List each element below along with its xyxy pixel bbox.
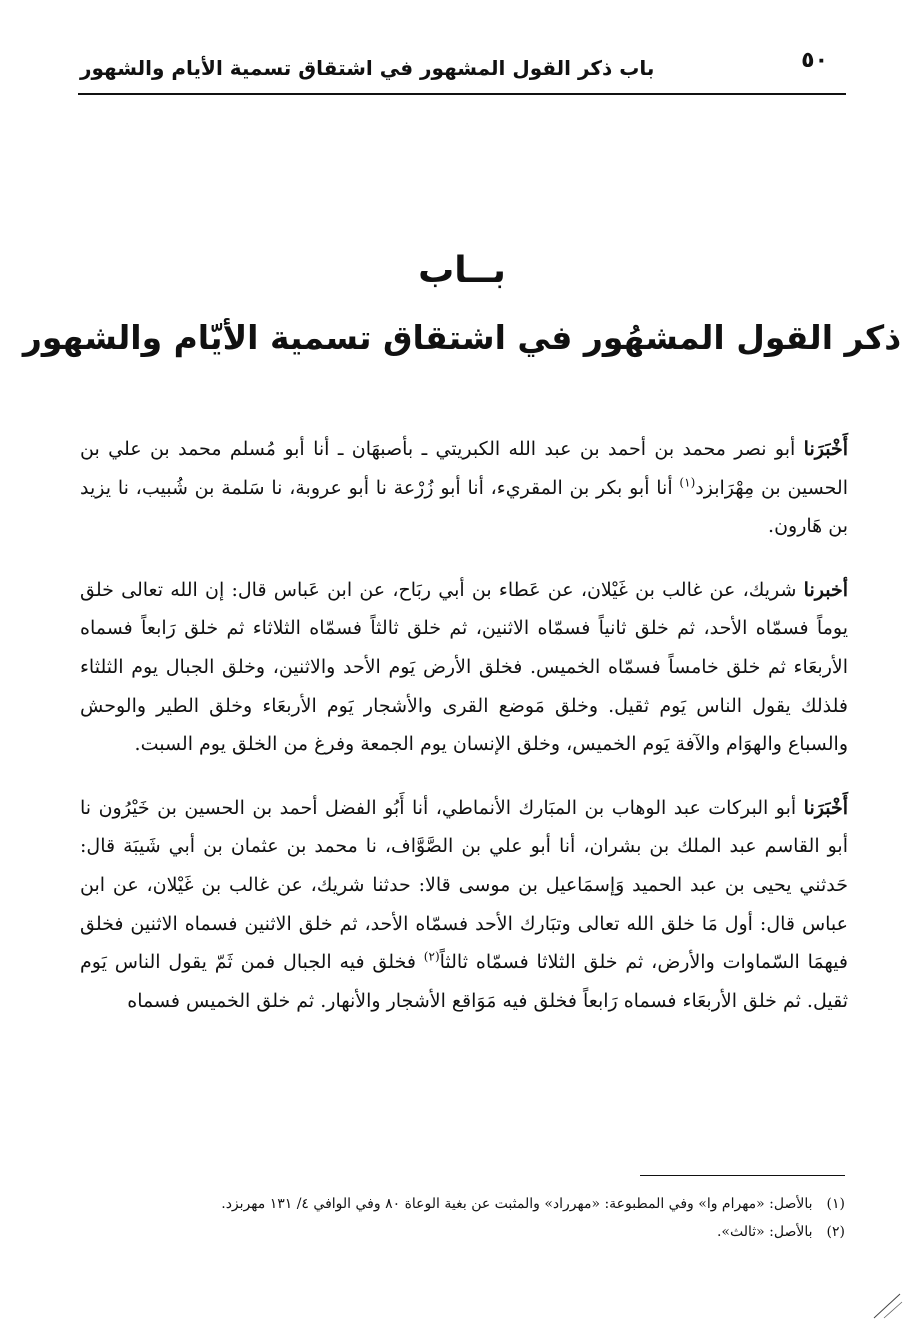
running-title: باب ذكر القول المشهور في اشتقاق تسمية الأيام والشهور: [80, 56, 655, 80]
chapter-title: ذكر القول المشهُور في اشتقاق تسمية الأيّام والشهور: [22, 318, 902, 357]
running-header: [80, 48, 828, 88]
paragraph-text: أبو نصر محمد بن أحمد بن عبد الله الكبريتي ـ بأصبهَان ـ أنا أبو مُسلم محمد بن علي بن الحسين بن مِهْرَابزد: [80, 438, 848, 499]
paragraph-lead: أَخْبَرَنا: [803, 796, 848, 819]
paragraph-text: شريك، عن غالب بن غَيْلان، عن عَطاء بن أبي ربَاح، عن ابن عَباس قال: إن الله تعالى خلق يوماً فسمّاه الأحد، ثم خلق ثانياً فسمّاه الاثنين، ثم خلق ثالثاً فسمّاه الثلاثاء ثم خلق رَابعاً فسماه الأربعَاء ثم خلق خامساً فسمّاه الخميس. فخلق الأرض يَوم الأحد والاثنين، وخلق الجبال يوم الثلثاء فلذلك يقول الناس يَوم ثقيل. وخلق مَوضع القرى والأشجار يَوم الأربعَاء وخلق الطير والوحش والسباع والهوَام والآفة يَوم الخميس، وخلق الإنسان يوم الجمعة وفرغ من الخلق يوم السبت.: [80, 578, 848, 756]
footnote-1: [80, 1190, 845, 1218]
paragraph-text: أنا أبو بكر بن المقريء، أنا أبو زُرْعة نا أبو عروبة، نا سَلمة بن شُبيب، نا يزيد بن هَارون.: [80, 476, 848, 538]
chapter-label: بــاب: [418, 250, 506, 291]
body-text: [80, 430, 848, 1045]
paragraph-1: [80, 430, 848, 546]
page-number: ٥٠: [801, 48, 828, 73]
paragraph-lead: أخبرنا: [803, 578, 848, 601]
paragraph-text: أبو البركات عبد الوهاب بن المبَارك الأنماطي، أنا أَبُو الفضل أحمد بن الحسين بن خَيْرُون نا أبو القاسم عبد الملك بن بشران، أنا أبو علي بن الصَّوَّاف، نا محمد بن عثمان بن أبي شَيبَة قال: حَدثني يحيى بن عبد الحميد وَإسمَاعيل بن موسى قالا: حدثنا شريك، عن غالب بن غَيْلان، عن ابن عباس قال: أول مَا خلق الله تعالى وتبَارك الأحد فسمّاه الأحد، ثم خلق الاثنين فسماه الاثنين فخلق فيهمَا السّماوات والأرض، ثم خلق الثلاثا فسمّاه ثالثاً: [80, 796, 848, 974]
footnote-text: بالأصل: «مهرام وا» وفي المطبوعة: «مهرراد» والمثبت عن بغية الوعاة ٨٠ وفي الوافي ٤/ ١٣١ مهربزد.: [221, 1196, 813, 1212]
footnote-text: بالأصل: «ثالث».: [716, 1224, 813, 1240]
footnote-ref-2[interactable]: (٢): [423, 949, 440, 964]
footnote-2: [80, 1218, 845, 1246]
footnote-number: (١): [826, 1196, 845, 1212]
paragraph-2: [80, 571, 848, 764]
footnote-number: (٢): [826, 1224, 845, 1240]
footnote-ref-1[interactable]: (١): [679, 475, 696, 490]
footnote-rule: [640, 1175, 845, 1176]
scan-corner-mark: [870, 1290, 904, 1320]
paragraph-3: [80, 789, 848, 1021]
paragraph-lead: أَخْبَرَنا: [803, 438, 848, 460]
header-rule: [78, 93, 846, 95]
paragraph-text: فخلق فيه الجبال فمن ثَمّ يقول الناس يَوم ثقيل. ثم خلق الأربعَاء فسماه رَابعاً فخلق فيه مَوَاقع الأشجار والأنهار. ثم خلق الخميس فسماه: [80, 951, 848, 1012]
footnotes: [80, 1190, 845, 1246]
